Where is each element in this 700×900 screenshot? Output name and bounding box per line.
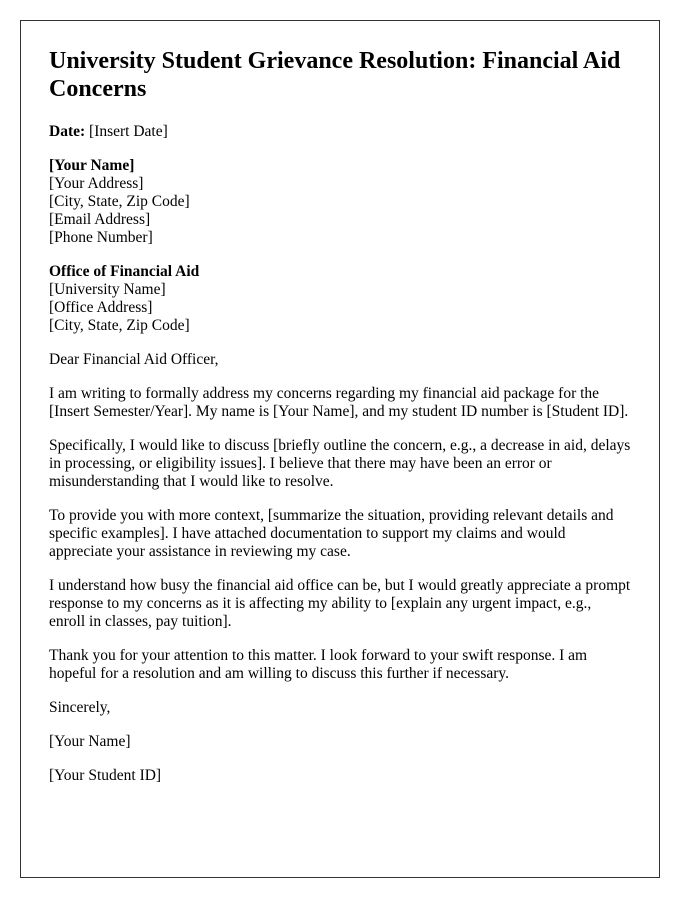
- date-value: [Insert Date]: [85, 123, 168, 140]
- sender-address-block: [49, 157, 631, 247]
- body-paragraph-5: Thank you for your attention to this matter. I look forward to your swift response. I am hopeful for a resolution and am willing to discuss this further if necessary.: [49, 647, 588, 682]
- recipient-address: [Office Address]: [49, 299, 153, 316]
- sender-name: [Your Name]: [49, 157, 135, 174]
- body-paragraph-1: I am writing to formally address my concerns regarding my financial aid package for the [Insert Semester/Year]. My name is [Your Name], and my student ID number is [Student ID].: [49, 385, 629, 420]
- sender-address: [Your Address]: [49, 175, 144, 192]
- recipient-office: Office of Financial Aid: [49, 263, 200, 280]
- date-line: [49, 123, 631, 141]
- salutation: Dear Financial Aid Officer,: [49, 351, 219, 368]
- recipient-city-state-zip: [City, State, Zip Code]: [49, 317, 190, 334]
- sender-email: [Email Address]: [49, 211, 151, 228]
- sender-city-state-zip: [City, State, Zip Code]: [49, 193, 190, 210]
- body-paragraph-3: To provide you with more context, [summarize the situation, providing relevant details and specific examples]. I have attached documentation to support my claims and would appreciate your assistance in reviewing my case.: [49, 507, 614, 560]
- sender-phone: [Phone Number]: [49, 229, 153, 246]
- body-paragraph-2: Specifically, I would like to discuss [briefly outline the concern, e.g., a decrease in aid, delays in processing, or eligibility issues]. I believe that there may have been an error or misunderstanding that I would like to resolve.: [49, 437, 631, 490]
- closing: Sincerely,: [49, 699, 111, 716]
- signature-name: [Your Name]: [49, 733, 131, 750]
- signature-student-id: [Your Student ID]: [49, 767, 162, 784]
- recipient-address-block: [49, 263, 631, 335]
- recipient-university: [University Name]: [49, 281, 166, 298]
- body-paragraph-4: I understand how busy the financial aid office can be, but I would greatly appreciate a prompt response to my concerns as it is affecting my ability to [explain any urgent impact, e.g., enroll in classes, pay tuition].: [49, 577, 631, 630]
- letter-page: [20, 20, 660, 878]
- letter-title: University Student Grievance Resolution: Financial Aid Concerns: [49, 48, 621, 102]
- date-label: Date:: [49, 123, 86, 140]
